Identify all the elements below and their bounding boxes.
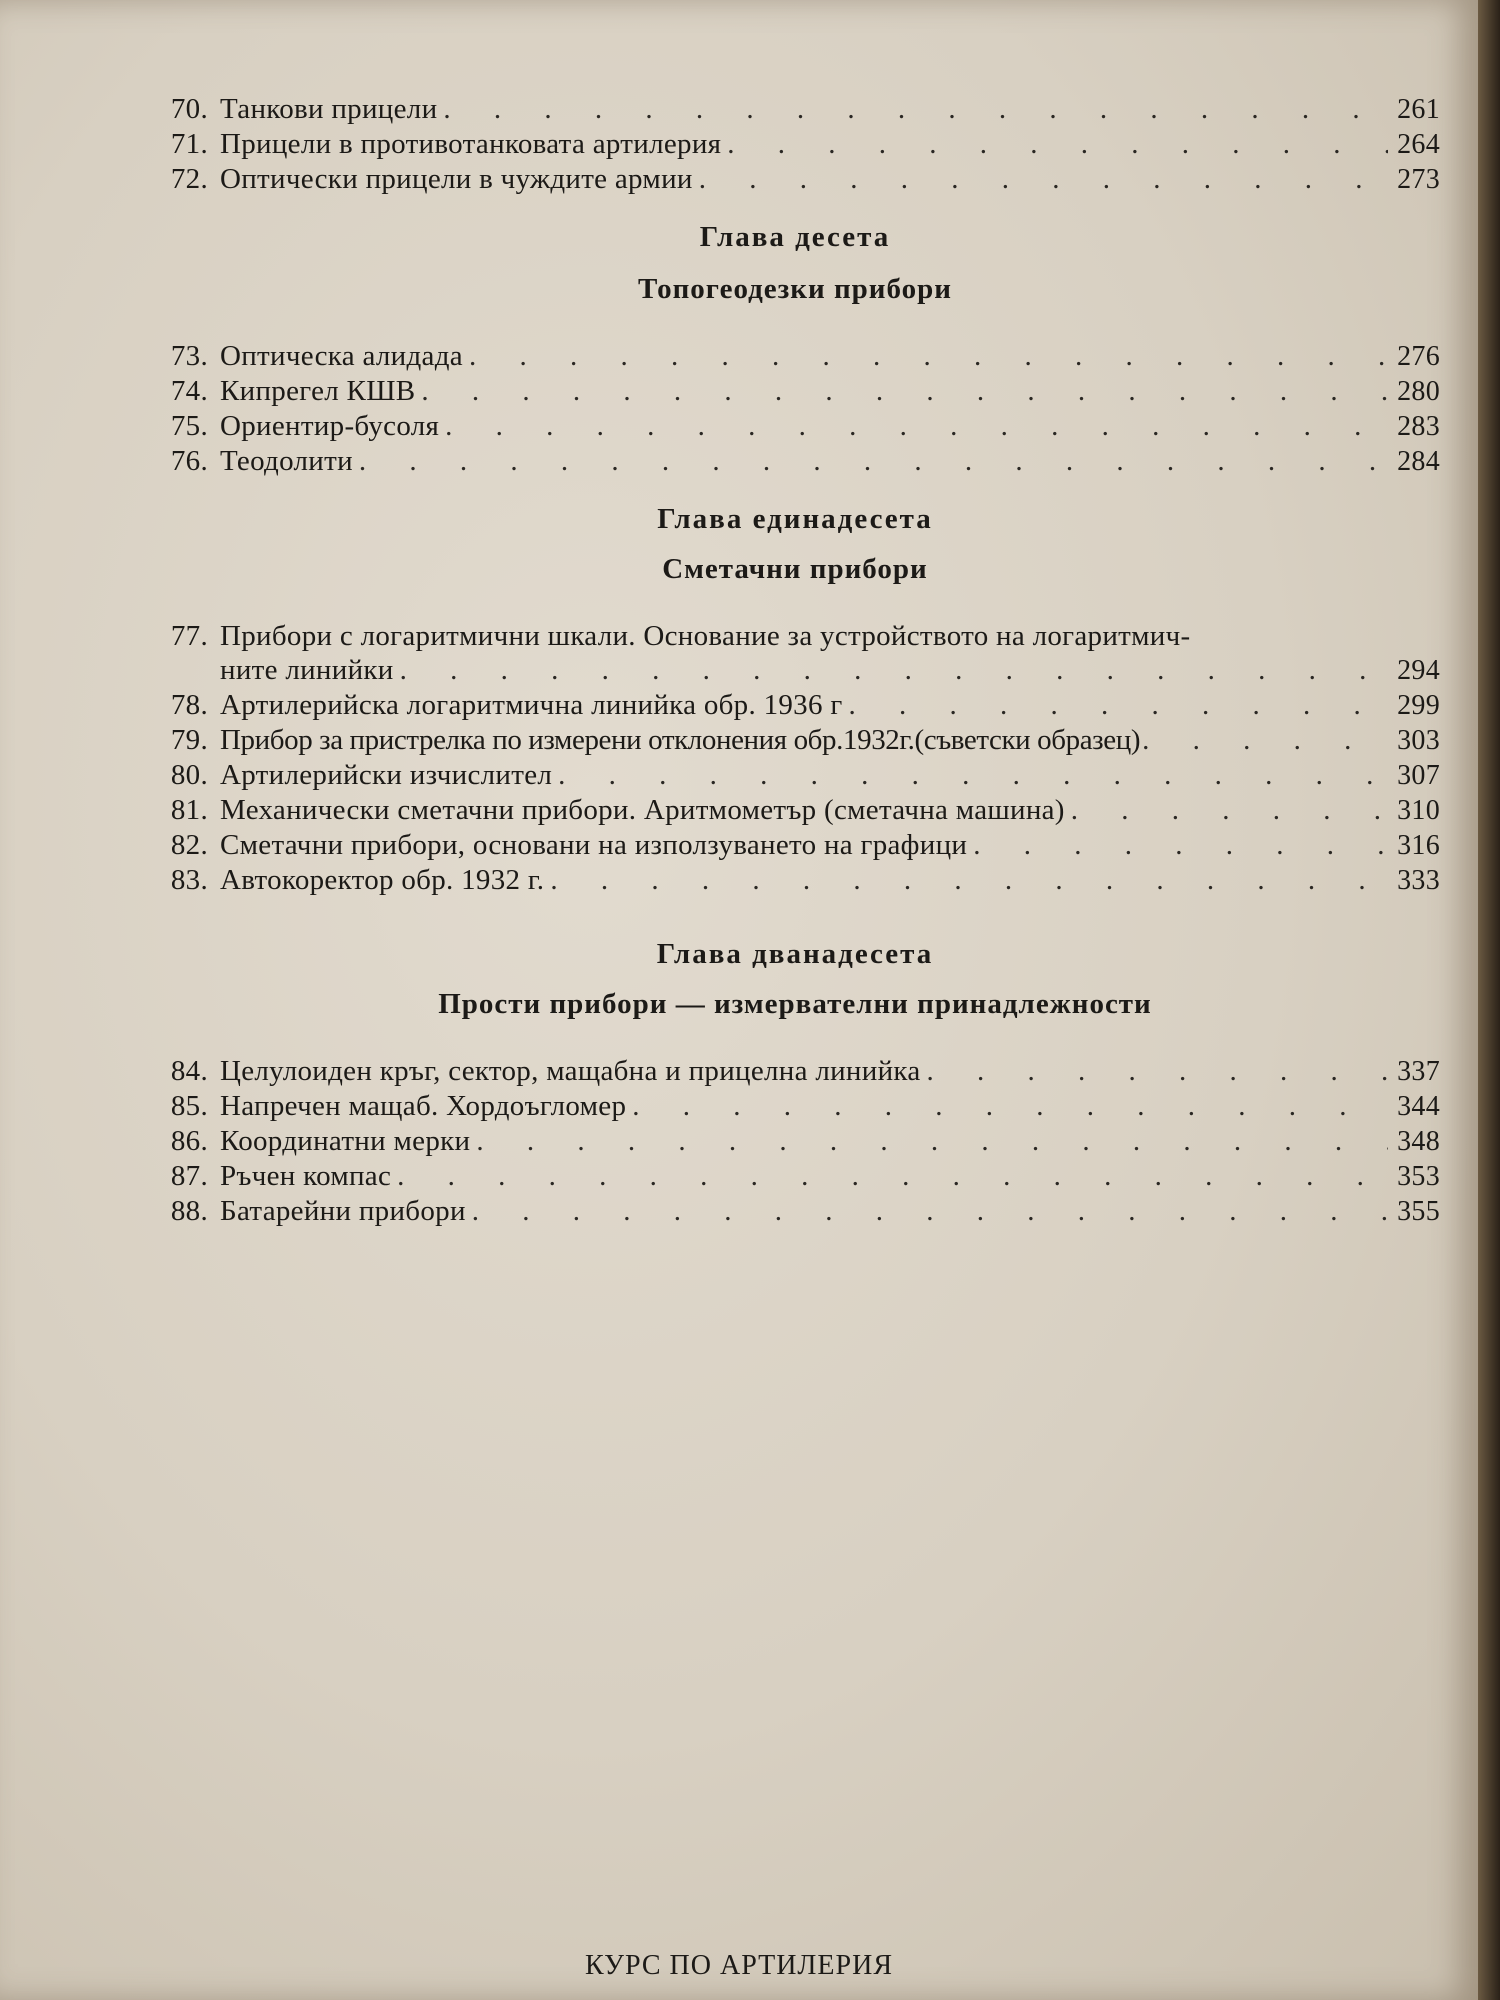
toc-entry	[150, 793, 1440, 828]
chapter-label: Глава десета	[699, 221, 891, 253]
entry-number: 83.	[170, 864, 208, 896]
entry-page: 276	[1397, 341, 1440, 372]
entry-page: 348	[1397, 1126, 1440, 1157]
toc-entry	[150, 127, 1440, 162]
entry-page: 283	[1397, 411, 1440, 442]
toc-entry	[150, 688, 1440, 723]
dot-leader	[476, 1124, 1388, 1158]
toc-entry	[150, 92, 1440, 127]
entry-title: Автокоректор обр. 1932 г.	[220, 864, 545, 896]
dot-leader	[443, 92, 1388, 126]
dot-leader	[927, 1054, 1388, 1088]
dot-leader	[469, 339, 1388, 373]
entry-number: 84.	[170, 1055, 208, 1087]
table-of-contents	[150, 92, 1440, 1229]
entry-number: 85.	[170, 1090, 208, 1122]
toc-entry	[150, 1089, 1440, 1124]
toc-entry	[150, 339, 1440, 374]
entry-title: Батарейни прибори	[220, 1195, 466, 1227]
entry-page: 261	[1397, 94, 1440, 125]
chapter-label: Глава дванадесета	[656, 938, 934, 970]
entry-number: 70.	[170, 93, 208, 125]
dot-leader	[1142, 723, 1392, 757]
entry-title: Артилерийски изчислител	[220, 759, 553, 791]
entry-page: 284	[1397, 446, 1440, 477]
toc-entry	[150, 1124, 1440, 1159]
entry-number: 81.	[170, 794, 208, 826]
entry-title: Танкови прицели	[220, 93, 438, 125]
entry-title: Ръчен компас	[220, 1160, 392, 1192]
entry-number: 88.	[170, 1195, 208, 1227]
toc-entry	[150, 1054, 1440, 1089]
book-spine-shadow	[1478, 0, 1500, 2000]
dot-leader	[727, 127, 1388, 161]
entry-title: Ориентир-бусоля	[220, 410, 440, 442]
entry-title: Теодолити	[220, 445, 353, 477]
toc-entry	[150, 758, 1440, 793]
dot-leader	[558, 758, 1388, 792]
entry-title: Прибор за пристрелка по измерени отклонения обр.1932г.(съветски образец)	[220, 724, 1141, 756]
chapter-title: Прости прибори — измервателни принадлежности	[438, 988, 1152, 1020]
entry-number: 76.	[170, 445, 208, 477]
entry-page: 307	[1397, 760, 1440, 791]
dot-leader	[973, 828, 1388, 862]
entry-page: 264	[1397, 129, 1440, 160]
dot-leader	[550, 863, 1388, 897]
toc-entry	[150, 409, 1440, 444]
entry-title: Кипрегел КШВ	[220, 375, 416, 407]
entry-title: Координатни мерки	[220, 1125, 471, 1157]
entry-title: Напречен мащаб. Хордоъгломер	[220, 1090, 627, 1122]
dot-leader	[632, 1089, 1388, 1123]
entry-number: 74.	[170, 375, 208, 407]
entry-number: 79.	[170, 724, 208, 756]
toc-section-topogeodetic	[150, 339, 1440, 479]
entry-page: 280	[1397, 376, 1440, 407]
entry-title: Механически сметачни прибори. Аритмометър (сметачна машина)	[220, 794, 1065, 826]
entry-number: 87.	[170, 1160, 208, 1192]
entry-page: 299	[1397, 690, 1440, 721]
toc-entry	[150, 1194, 1440, 1229]
toc-entry	[150, 619, 1440, 688]
entry-number: 78.	[170, 689, 208, 721]
entry-number: 71.	[170, 128, 208, 160]
entry-page: 294	[1397, 655, 1440, 686]
entry-number: 75.	[170, 410, 208, 442]
toc-entry	[150, 444, 1440, 479]
entry-title: Оптическа алидада	[220, 340, 463, 372]
chapter-title: Сметачни прибори	[662, 553, 928, 585]
entry-page: 310	[1397, 795, 1440, 826]
entry-page: 303	[1397, 725, 1440, 756]
entry-title: Прибори с логаритмични шкали. Основание за устройството на логаритмич-	[220, 620, 1191, 652]
entry-page: 273	[1397, 164, 1440, 195]
entry-page: 316	[1397, 830, 1440, 861]
dot-leader	[849, 688, 1388, 722]
entry-number: 72.	[170, 163, 208, 195]
entry-title: Оптически прицели в чуждите армии	[220, 163, 693, 195]
dot-leader	[421, 374, 1388, 408]
toc-entry	[150, 828, 1440, 863]
entry-title: Прицели в противотанковата артилерия	[220, 128, 722, 160]
toc-section-simple-instruments	[150, 1054, 1440, 1229]
dot-leader	[1071, 793, 1388, 827]
entry-number: 82.	[170, 829, 208, 861]
chapter-title: Топогеодезки прибори	[638, 273, 952, 305]
entry-page: 353	[1397, 1161, 1440, 1192]
dot-leader	[472, 1194, 1388, 1228]
toc-section-computing	[150, 619, 1440, 898]
entry-page: 337	[1397, 1056, 1440, 1087]
entry-title: Артилерийска логаритмична линийка обр. 1936 г	[220, 689, 843, 721]
toc-entry	[150, 162, 1440, 197]
toc-entry	[150, 723, 1440, 758]
entry-page: 355	[1397, 1196, 1440, 1227]
dot-leader	[397, 1159, 1388, 1193]
chapter-label: Глава единадесета	[657, 503, 933, 535]
entry-page: 333	[1397, 865, 1440, 896]
toc-entry	[150, 374, 1440, 409]
entry-page: 344	[1397, 1091, 1440, 1122]
page-footer: КУРС ПО АРТИЛЕРИЯ	[585, 1950, 893, 1981]
entry-title: Сметачни прибори, основани на използуването на графици	[220, 829, 968, 861]
entry-number: 77.	[170, 620, 208, 652]
toc-entry	[150, 1159, 1440, 1194]
dot-leader	[699, 162, 1388, 196]
entry-number: 73.	[170, 340, 208, 372]
dot-leader	[359, 444, 1388, 478]
entry-title-continued: ните линийки	[220, 654, 394, 686]
dot-leader	[400, 653, 1388, 687]
entry-number: 80.	[170, 759, 208, 791]
entry-title: Целулоиден кръг, сектор, мащабна и прицелна линийка	[220, 1055, 921, 1087]
toc-section-continued	[150, 92, 1440, 197]
entry-number: 86.	[170, 1125, 208, 1157]
dot-leader	[445, 409, 1388, 443]
toc-entry	[150, 863, 1440, 898]
